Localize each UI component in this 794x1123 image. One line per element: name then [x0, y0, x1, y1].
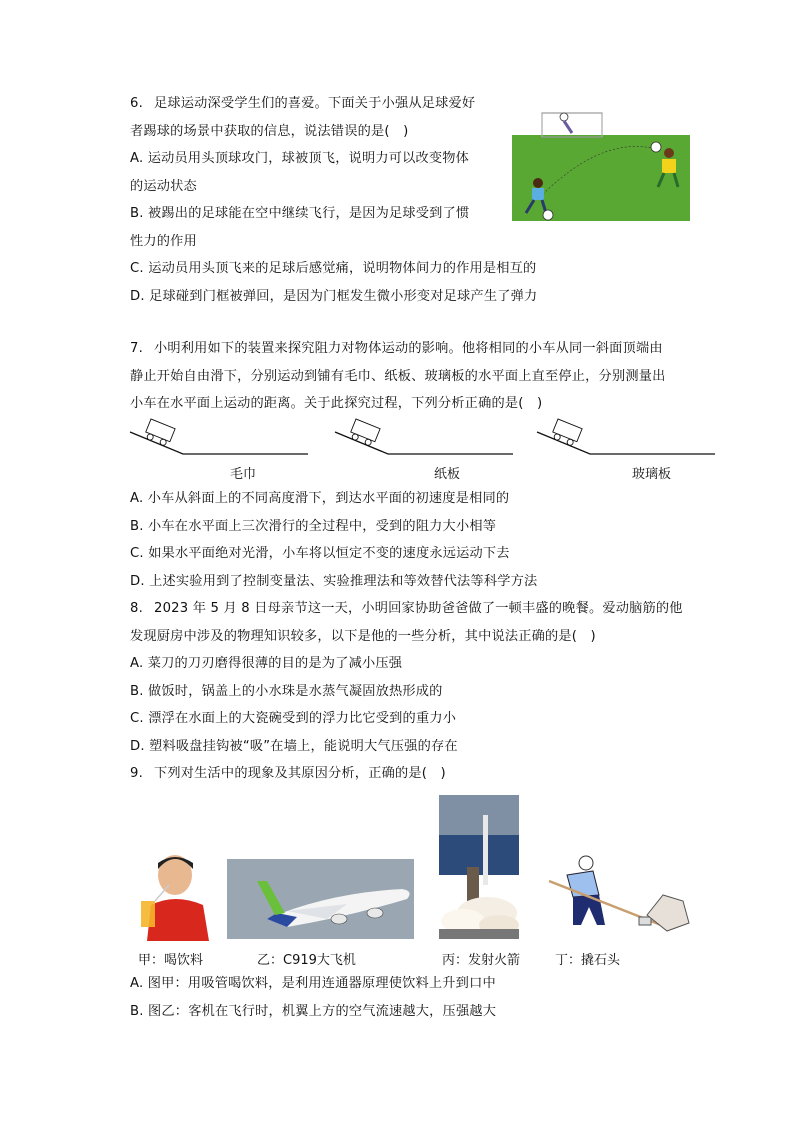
q8-option-b: B. 做饭时，锅盖上的小水珠是水蒸气凝固放热形成的: [130, 684, 443, 699]
q6-stem-line-2: 者踢球的场景中获取的信息，说法错误的是( ): [130, 124, 409, 139]
rocket-launch-image: [439, 795, 519, 939]
c919-airplane-image: [227, 859, 414, 939]
q6-option-a-line-1: A. 运动员用头顶球攻门，球被顶飞，说明力可以改变物体: [130, 151, 470, 166]
q8-option-d: D. 塑料吸盘挂钩被“吸”在墙上，能说明大气压强的存在: [130, 739, 458, 754]
figure-label-bing: 丙：发射火箭: [442, 953, 521, 968]
q7-option-c: C. 如果水平面绝对光滑，小车将以恒定不变的速度永远运动下去: [130, 546, 510, 561]
q9-stem-line-1: [130, 766, 446, 782]
question-number: 8.: [130, 601, 143, 616]
q7-stem-line-2: 静止开始自由滑下，分别运动到铺有毛巾、纸板、玻璃板的水平面上直至停止，分别测量出: [130, 369, 666, 384]
figure-label-yi: 乙：C919大飞机: [257, 953, 356, 968]
surface-label-cardboard: 纸板: [434, 467, 461, 482]
stem-text: 小明利用如下的装置来探究阻力对物体运动的影响。他将相同的小车从同一斜面顶端由: [154, 341, 663, 356]
q8-stem-line-2: 发现厨房中涉及的物理知识较多，以下是他的一些分析，其中说法正确的是( ): [130, 629, 596, 644]
stem-text: 2023 年 5 月 8 日母亲节这一天，小明回家协助爸爸做了一顿丰盛的晚餐。爱动脑筋的他: [154, 601, 683, 616]
q6-option-b-line-2: 性力的作用: [130, 234, 197, 249]
question-number: 9.: [130, 766, 143, 781]
question-number: 7.: [130, 341, 143, 356]
surface-label-towel: 毛巾: [230, 467, 257, 482]
q8-stem-line-1: [130, 601, 683, 617]
q8-option-c: C. 漂浮在水面上的大瓷碗受到的浮力比它受到的重力小: [130, 711, 457, 726]
q7-stem-line-3: 小车在水平面上运动的距离。关于此探究过程，下列分析正确的是( ): [130, 396, 543, 411]
q7-option-b: B. 小车在水平面上三次滑行的全过程中，受到的阻力大小相等: [130, 519, 497, 534]
q7-option-d: D. 上述实验用到了控制变量法、实验推理法和等效替代法等科学方法: [130, 574, 538, 589]
q6-stem-line-1: [130, 96, 475, 112]
incline-cart-diagram: [125, 418, 725, 460]
surface-label-glass: 玻璃板: [632, 467, 672, 482]
figure-label-jia: 甲：喝饮料: [138, 953, 204, 968]
stem-text: 足球运动深受学生们的喜爱。下面关于小强从足球爱好: [154, 96, 476, 111]
question-number: 6.: [130, 96, 143, 111]
q6-option-c: C. 运动员用头顶飞来的足球后感觉痛，说明物体间力的作用是相互的: [130, 261, 537, 276]
q7-option-a: A. 小车从斜面上的不同高度滑下，到达水平面的初速度是相同的: [130, 491, 510, 506]
boy-drinking-image: [133, 853, 213, 941]
q9-option-a: A. 图甲：用吸管喝饮料，是利用连通器原理使饮料上升到口中: [130, 976, 496, 991]
soccer-field-image: [512, 105, 690, 221]
q8-option-a: A. 菜刀的刀刃磨得很薄的目的是为了减小压强: [130, 656, 403, 671]
q7-stem-line-1: [130, 341, 663, 357]
q9-option-b: B. 图乙：客机在飞行时，机翼上方的空气流速越大，压强越大: [130, 1004, 497, 1019]
q6-option-a-line-2: 的运动状态: [130, 179, 197, 194]
q6-option-d: D. 足球碰到门框被弹回，是因为门框发生微小形变对足球产生了弹力: [130, 289, 538, 304]
stem-text: 下列对生活中的现象及其原因分析，正确的是( ): [154, 766, 446, 781]
lever-prying-rock-image: [543, 853, 693, 941]
figure-label-ding: 丁：撬石头: [555, 953, 621, 968]
q6-option-b-line-1: B. 被踢出的足球能在空中继续飞行，是因为足球受到了惯: [130, 206, 470, 221]
